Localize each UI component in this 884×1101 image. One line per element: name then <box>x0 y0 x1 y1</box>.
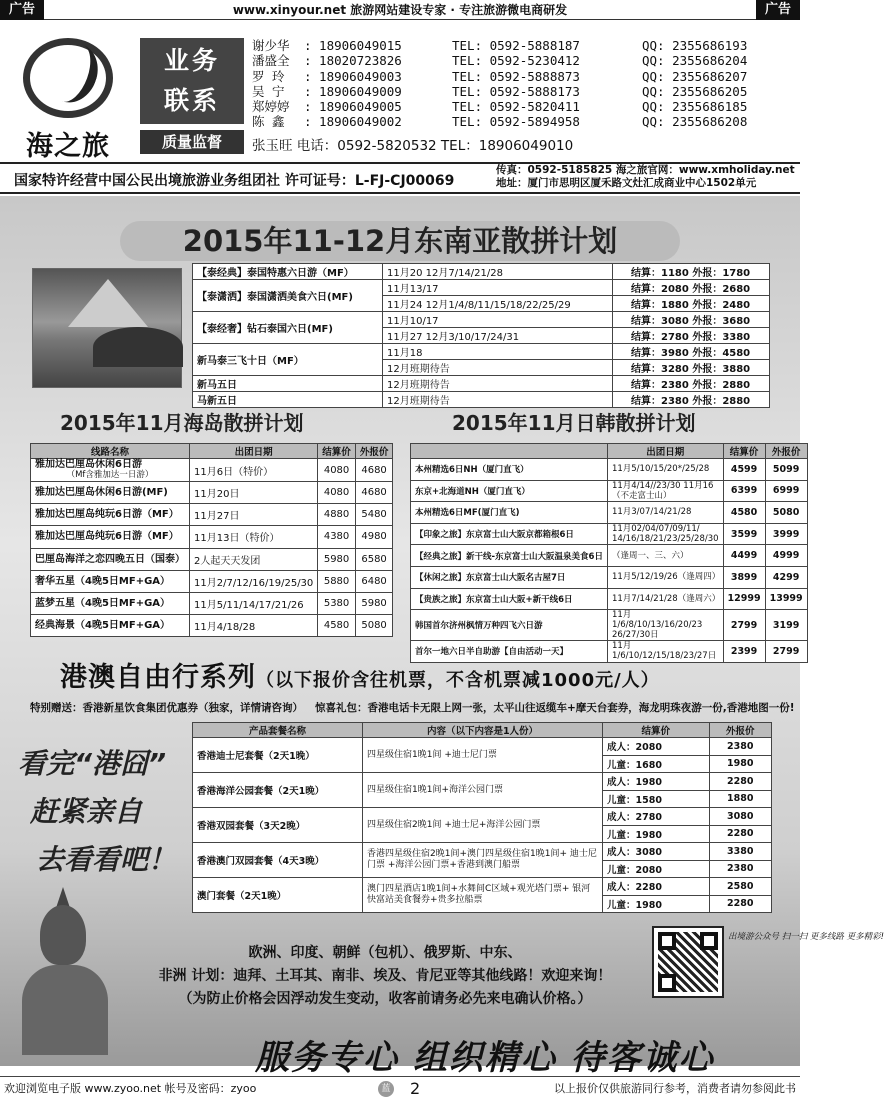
table-row <box>31 615 393 637</box>
jk-net-price: 4499 <box>723 545 765 567</box>
qr-finder <box>658 974 676 992</box>
island-route-name: 奢华五星（4晚5日MF+GA） <box>35 575 171 587</box>
island-route <box>31 504 190 526</box>
island-net-price: 4580 <box>318 615 356 637</box>
island-route-name: 巴厘岛海洋之恋四晚五日（国泰） <box>35 553 185 565</box>
jk-retail-price: 13999 <box>765 588 807 610</box>
contact-list <box>252 38 797 130</box>
contact-row <box>252 84 797 99</box>
edition-badge: 蓝 <box>378 1081 394 1097</box>
qr-code[interactable] <box>652 926 724 998</box>
jk-route-name: 本州精选6日MF(厦门直飞) <box>411 502 608 524</box>
table-row <box>31 548 393 570</box>
contact-tel: TEL: 0592-5888173 <box>452 83 580 99</box>
sea-price: 结算：1180 外报：1780 <box>613 264 770 280</box>
statue-body <box>22 965 108 1055</box>
table-row <box>411 545 808 567</box>
hk-child-retail: 1980 <box>709 755 771 773</box>
hk-package-content: 四星级住宿1晚1间+海洋公园门票 <box>363 773 603 808</box>
sea-price: 结算：1880 外报：2480 <box>613 296 770 312</box>
column-header: 外报价 <box>765 444 807 459</box>
column-header: 结算价 <box>318 444 356 459</box>
hk-adult-price: 成人：2080 <box>603 738 710 756</box>
hk-title: 港澳自由行系列 <box>60 662 256 693</box>
island-route <box>31 615 190 637</box>
jk-route-name: 【贵族之旅】东京富士山大阪+新干线6日 <box>411 588 608 610</box>
hk-package-name: 澳门套餐（2天1晚） <box>193 878 363 913</box>
hk-child-retail: 1880 <box>709 790 771 808</box>
jk-route-name: 【休闲之旅】东京富士山大阪名古屋7日 <box>411 566 608 588</box>
qr-code-pattern <box>658 932 718 992</box>
island-route-name: 雅加达巴厘岛休闲6日游(MF) <box>35 487 168 499</box>
jk-net-price: 3899 <box>723 566 765 588</box>
footer <box>0 1076 800 1100</box>
contact-mobile: : 18906049015 <box>304 38 402 53</box>
business-contact-box <box>140 38 244 124</box>
jk-net-price: 2799 <box>723 610 765 641</box>
temple-image <box>68 279 148 327</box>
contact-mobile: : 18906049009 <box>304 83 402 99</box>
island-net-price: 4080 <box>318 459 356 482</box>
table-row <box>193 738 772 756</box>
island-retail-price: 6580 <box>355 548 393 570</box>
business-label-2: 联系 <box>163 86 220 115</box>
contact-name: 谢少华 <box>252 38 290 53</box>
sea-departure-date: 11月27 12月3/10/17/24/31 <box>383 328 613 344</box>
sea-route-name: 新马泰三飞十日（MF） <box>193 344 383 376</box>
contact-qq: QQ: 2355686207 <box>642 68 748 84</box>
table-row <box>193 264 770 280</box>
contact-row <box>252 114 797 129</box>
contact-name: 陈 鑫 <box>252 114 285 130</box>
sea-route-name: 【泰经奢】钻石泰国六日(MF) <box>193 312 383 344</box>
island-route-note: （Mf含雅加达一日游） <box>66 470 154 480</box>
contact-tel: TEL: 0592-5888873 <box>452 68 580 84</box>
fax-website-address <box>496 164 795 190</box>
contact-row <box>252 99 797 114</box>
slogan-line-2: 赶紧亲自 <box>30 795 143 828</box>
island-net-price: 5880 <box>318 570 356 592</box>
column-header: 外报价 <box>709 723 771 738</box>
hk-adult-retail: 2380 <box>709 738 771 756</box>
jk-net-price: 3599 <box>723 523 765 545</box>
jk-retail-price: 3199 <box>765 610 807 641</box>
jk-route-name: 韩国首尔济州枫情万种四飞六日游 <box>411 610 608 641</box>
other-routes-line-2: 非洲 计划：迪拜、土耳其、南非、埃及、肯尼亚等其他线路！欢迎来询！ <box>158 968 612 984</box>
hk-package-content: 澳门四星酒店1晚1间+水舞间C区域+观光塔门票+ 银河快富站美食餐券+贵多拉船票 <box>363 878 603 913</box>
company-logo <box>8 32 128 162</box>
sea-departure-date: 12月班期待告 <box>383 392 613 408</box>
contact-qq: QQ: 2355686208 <box>642 114 748 130</box>
table-row <box>193 392 770 408</box>
hk-adult-price: 成人：1980 <box>603 773 710 791</box>
hk-child-price: 儿童：1980 <box>603 825 710 843</box>
column-header <box>411 444 608 459</box>
jk-retail-price: 6999 <box>765 480 807 502</box>
sea-departure-date: 11月24 12月1/4/8/11/15/18/22/25/29 <box>383 296 613 312</box>
table-row <box>411 480 808 502</box>
island-route <box>31 592 190 614</box>
table-row <box>411 588 808 610</box>
hk-child-retail: 2280 <box>709 825 771 843</box>
column-header: 结算价 <box>723 444 765 459</box>
statue-head <box>40 905 86 965</box>
contact-row <box>252 38 797 53</box>
sea-departure-date: 11月13/17 <box>383 280 613 296</box>
hk-package-name: 香港澳门双园套餐（4天3晚） <box>193 843 363 878</box>
thai-statue-image <box>10 895 120 1055</box>
contact-mobile: : 18906049005 <box>304 99 402 115</box>
island-table <box>30 443 393 637</box>
island-date: 11月5/11/14/17/21/26 <box>190 592 318 614</box>
island-date: 11月2/7/12/16/19/25/30 <box>190 570 318 592</box>
island-route <box>31 459 190 482</box>
contact-tel: TEL: 0592-5230412 <box>452 53 580 69</box>
surprise-gift: 惊喜礼包：香港电话卡无限上网一张，太平山往返缆车+摩天台套券，海龙明珠夜游一份,香港地图一份! <box>315 702 795 714</box>
footer-right: 以上报价仅供旅游同行参考，消费者请勿参阅此书 <box>554 1082 796 1095</box>
hk-adult-retail: 2580 <box>709 878 771 896</box>
sea-price: 结算：2380 外报：2880 <box>613 392 770 408</box>
column-header: 外报价 <box>355 444 393 459</box>
contact-name: 罗 玲 <box>252 68 285 84</box>
table-row <box>411 566 808 588</box>
hk-child-price: 儿童：1680 <box>603 755 710 773</box>
island-date: 11月13日（特价） <box>190 526 318 548</box>
island-date: 11月27日 <box>190 504 318 526</box>
jk-route-name: 【经典之旅】新干线-东京富士山大阪温泉美食6日 <box>411 545 608 567</box>
jk-retail-price: 4999 <box>765 545 807 567</box>
thailand-photo <box>32 268 182 388</box>
other-routes <box>120 942 650 1011</box>
column-header: 线路名称 <box>31 444 190 459</box>
qr-finder <box>700 932 718 950</box>
table-row <box>31 482 393 504</box>
sea-price: 结算：2080 外报：2680 <box>613 280 770 296</box>
column-header: 出团日期 <box>190 444 318 459</box>
jk-net-price: 12999 <box>723 588 765 610</box>
sea-departure-date: 11月10/17 <box>383 312 613 328</box>
jk-date: 11月1/6/10/12/15/18/23/27日 <box>607 641 723 663</box>
divider <box>0 192 800 194</box>
other-routes-line-3: （为防止价格会因浮动发生变动，收客前请务必先来电确认价格。） <box>178 991 592 1007</box>
contact-mobile: : 18906049003 <box>304 68 402 84</box>
jk-table <box>410 443 808 663</box>
contact-tel: TEL: 0592-5888187 <box>452 38 580 53</box>
company-motto: 服务专心 组织精心 待客诚心 <box>255 1038 715 1078</box>
sea-route-name: 【泰潇洒】泰国潇洒美食六日(MF) <box>193 280 383 312</box>
top-tagline[interactable]: www.xinyour.net 旅游网站建设专家 · 专注旅游微电商研发 <box>44 0 756 20</box>
hk-adult-retail: 2280 <box>709 773 771 791</box>
jk-retail-price: 5080 <box>765 502 807 524</box>
island-net-price: 4080 <box>318 482 356 504</box>
island-date: 2人起天天发团 <box>190 548 318 570</box>
hk-package-name: 香港迪士尼套餐（2天1晚） <box>193 738 363 773</box>
table-row <box>31 504 393 526</box>
contact-qq: QQ: 2355686193 <box>642 38 748 53</box>
jk-date: 11月1/6/8/10/13/16/20/23 26/27/30日 <box>607 610 723 641</box>
island-date: 11月20日 <box>190 482 318 504</box>
island-retail-price: 4980 <box>355 526 393 548</box>
contact-tel: TEL: 0592-5820411 <box>452 99 580 115</box>
island-retail-price: 6480 <box>355 570 393 592</box>
jk-date: 11月3/07/14/21/28 <box>607 502 723 524</box>
table-row <box>193 376 770 392</box>
jk-route-name: 本州精选6日NH（厦门直飞） <box>411 459 608 481</box>
slogan-line-1: 看完“港囧” <box>18 747 167 780</box>
column-header: 结算价 <box>603 723 710 738</box>
island-route-name: 雅加达巴厘岛纯玩6日游（MF） <box>35 531 179 543</box>
hk-adult-retail: 3080 <box>709 808 771 826</box>
jk-route-name: 【印象之旅】东京富士山大阪京都箱根6日 <box>411 523 608 545</box>
table-row <box>31 459 393 482</box>
island-route <box>31 526 190 548</box>
island-retail-price: 4680 <box>355 482 393 504</box>
hk-child-price: 儿童：1580 <box>603 790 710 808</box>
address: 地址：厦门市思明区厦禾路文灶汇成商业中心1502单元 <box>496 177 757 189</box>
hk-child-price: 儿童：2080 <box>603 860 710 878</box>
business-label-1: 业务 <box>163 46 220 75</box>
table-row <box>193 773 772 791</box>
island-net-price: 5380 <box>318 592 356 614</box>
hk-child-retail: 2380 <box>709 860 771 878</box>
island-net-price: 4880 <box>318 504 356 526</box>
island-route-name: 雅加达巴厘岛纯玩6日游（MF） <box>35 509 179 521</box>
sea-departure-date: 11月18 <box>383 344 613 360</box>
contact-name: 郑婷婷 <box>252 99 290 115</box>
slogan-line-3: 去看看吧！ <box>36 843 177 876</box>
table-row <box>193 312 770 328</box>
jk-net-price: 4580 <box>723 502 765 524</box>
hk-title-note: （以下报价含往机票，不含机票减1000元/人） <box>256 670 660 691</box>
jk-net-price: 6399 <box>723 480 765 502</box>
sea-plan-title: 2015年11-12月东南亚散拼计划 <box>120 221 680 261</box>
contact-mobile: : 18020723826 <box>304 53 402 69</box>
table-row <box>193 344 770 360</box>
island-route <box>31 482 190 504</box>
hk-child-retail: 2280 <box>709 895 771 913</box>
jk-net-price: 2399 <box>723 641 765 663</box>
sea-price: 结算：2780 外报：3380 <box>613 328 770 344</box>
other-routes-line-1: 欧洲、印度、朝鲜（包机）、俄罗斯、中东、 <box>248 945 522 961</box>
sea-price: 结算：3280 外报：3880 <box>613 360 770 376</box>
column-header: 出团日期 <box>607 444 723 459</box>
island-retail-price: 4680 <box>355 459 393 482</box>
contact-tel: TEL: 0592-5894958 <box>452 114 580 130</box>
quality-supervision-label: 质量监督 <box>140 130 244 154</box>
sea-departure-date: 11月20 12月7/14/21/28 <box>383 264 613 280</box>
logo-swirl-icon <box>23 38 113 118</box>
table-row <box>193 843 772 861</box>
contact-name: 吴 宁 <box>252 83 285 99</box>
hk-child-price: 儿童：1980 <box>603 895 710 913</box>
jk-date: 11月4/14//23/30 11月16（不走富士山） <box>607 480 723 502</box>
island-net-price: 5980 <box>318 548 356 570</box>
jk-date: 11月5/10/15/20*/25/28 <box>607 459 723 481</box>
hk-package-table <box>192 722 772 913</box>
island-route-name: 经典海景（4晚5日MF+GA） <box>35 620 171 632</box>
hk-adult-retail: 3380 <box>709 843 771 861</box>
jk-route-name: 首尔一地六日半自助游【自由活动一天】 <box>411 641 608 663</box>
hk-package-name: 香港海洋公园套餐（2天1晚） <box>193 773 363 808</box>
page-number: 2 <box>410 1079 421 1098</box>
table-row <box>31 592 393 614</box>
island-image <box>93 327 183 367</box>
contact-row <box>252 69 797 84</box>
contact-row <box>252 53 797 68</box>
contact-mobile: : 18906049002 <box>304 114 402 130</box>
sea-departure-date: 12月班期待告 <box>383 360 613 376</box>
column-header: 内容（以下内容是1人份） <box>363 723 603 738</box>
sea-price: 结算：2380 外报：2880 <box>613 376 770 392</box>
sea-table <box>192 263 770 408</box>
license-info: 国家特许经营中国公民出境旅游业务组团社 许可证号：L-FJ-CJ00069 <box>14 173 455 189</box>
island-route-name: 蓝梦五星（4晚5日MF+GA） <box>35 598 171 610</box>
jk-route-name: 东京+北海道NH（厦门直飞） <box>411 480 608 502</box>
jk-retail-price: 4299 <box>765 566 807 588</box>
island-retail-price: 5080 <box>355 615 393 637</box>
table-row <box>31 526 393 548</box>
jk-retail-price: 3999 <box>765 523 807 545</box>
jk-retail-price: 5099 <box>765 459 807 481</box>
sea-route-name: 新马五日 <box>193 376 383 392</box>
column-header: 产品套餐名称 <box>193 723 363 738</box>
hk-package-content: 四星级住宿1晚1间 +迪士尼门票 <box>363 738 603 773</box>
contact-qq: QQ: 2355686205 <box>642 83 748 99</box>
footer-left[interactable]: 欢迎浏览电子版 www.zyoo.net 帐号及密码：zyoo <box>4 1082 257 1095</box>
jk-date: 11月02/04/07/09/11/ 14/16/18/21/23/25/28/30 <box>607 523 723 545</box>
jk-net-price: 4599 <box>723 459 765 481</box>
supervisor-contact: 张玉旺 电话：0592-5820532 TEL：18906049010 <box>252 138 574 154</box>
sea-price: 结算：3080 外报：3680 <box>613 312 770 328</box>
table-row <box>31 570 393 592</box>
jk-date: （逢周一、三、六） <box>607 545 723 567</box>
sea-route-name: 【泰经典】泰国特惠六日游（MF） <box>193 264 383 280</box>
contact-qq: QQ: 2355686185 <box>642 99 748 115</box>
table-row <box>411 523 808 545</box>
sea-price: 结算：3980 外报：4580 <box>613 344 770 360</box>
island-retail-price: 5480 <box>355 504 393 526</box>
qr-finder <box>658 932 676 950</box>
sea-departure-date: 12月班期待告 <box>383 376 613 392</box>
hk-package-content: 四星级住宿2晚1间 +迪士尼+海洋公园门票 <box>363 808 603 843</box>
island-route <box>31 548 190 570</box>
hk-package-name: 香港双园套餐（3天2晚） <box>193 808 363 843</box>
ad-label-left: 广告 <box>0 0 44 20</box>
table-row <box>193 280 770 296</box>
ad-label-right: 广告 <box>756 0 800 20</box>
island-net-price: 4380 <box>318 526 356 548</box>
hk-macau-title <box>60 655 660 694</box>
table-row <box>193 878 772 896</box>
jk-date: 11月5/12/19/26（逢周四） <box>607 566 723 588</box>
hk-adult-price: 成人：2280 <box>603 878 710 896</box>
table-row <box>411 502 808 524</box>
contact-name: 潘盛全 <box>252 53 290 69</box>
jk-retail-price: 2799 <box>765 641 807 663</box>
island-retail-price: 5980 <box>355 592 393 614</box>
table-row <box>193 808 772 826</box>
island-date: 11月4/18/28 <box>190 615 318 637</box>
island-route <box>31 570 190 592</box>
table-row <box>411 459 808 481</box>
hk-adult-price: 成人：2780 <box>603 808 710 826</box>
island-route-name: 雅加达巴厘岛休闲6日游 <box>35 459 142 470</box>
sea-route-name: 马新五日 <box>193 392 383 408</box>
table-row <box>411 610 808 641</box>
hk-package-content: 香港四星级住宿2晚1间+澳门四星级住宿1晚1间+ 迪士尼门票 +海洋公园门票+香港到澳门船票 <box>363 843 603 878</box>
contact-qq: QQ: 2355686204 <box>642 53 748 69</box>
jk-date: 11月7/14/21/28（逢周六） <box>607 588 723 610</box>
qr-caption: 出境游公众号 扫一扫 更多线路 更多精彩! <box>728 932 884 942</box>
hk-adult-price: 成人：3080 <box>603 843 710 861</box>
island-plan-title: 2015年11月海岛散拼计划 <box>60 411 304 435</box>
logo-name: 海之旅 <box>26 131 110 162</box>
jk-plan-title: 2015年11月日韩散拼计划 <box>452 411 696 435</box>
fax-website[interactable]: 传真：0592-5185825 海之旅官网：www.xmholiday.net <box>496 164 795 176</box>
island-date: 11月6日（特价） <box>190 459 318 482</box>
special-gift: 特别赠送：香港新星饮食集团优惠券（独家，详情请咨询） <box>30 702 303 714</box>
